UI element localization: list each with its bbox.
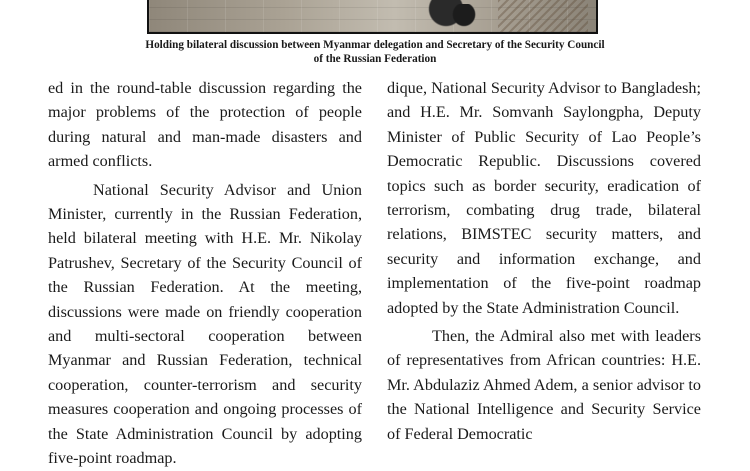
photo-caption — [0, 38, 750, 66]
photo-person-feet — [449, 4, 479, 30]
left-column — [48, 76, 362, 471]
left-paragraph-2: National Security Advisor and Union Minister, currently in the Russian Federation, held bilateral meeting with H.E. Mr. Nikolay Patrushev, Secretary of the Security Council of the Russian Federation. At the meeting, discussions were made on friendly cooperation and multi-sectoral cooperation between Myanmar and Russian Federation, technical cooperation, counter-terrorism and security measures cooperation and ongoing processes of the State Administration Council by adopting five-point roadmap. — [48, 180, 362, 468]
caption-line-2: of the Russian Federation — [313, 53, 437, 65]
meeting-photo — [147, 0, 598, 34]
right-paragraph-1: dique, National Security Advisor to Bangladesh; and H.E. Mr. Somvanh Saylongpha, Deputy Minister of Public Security of Lao People’s Democratic Republic. Discussions covered topics such as border security, eradication of terrorism, combating drug trade, bilateral relations, BIMSTEC security matters, and security and information exchange, and implementation of the five-point roadmap adopted by the State Administration Council. — [387, 79, 701, 317]
caption-line-1: Holding bilateral discussion between Myanmar delegation and Secretary of the Security Council — [145, 39, 605, 51]
photo-rug — [498, 0, 588, 32]
right-paragraph-2: Then, the Admiral also met with leaders of representatives from African countries: H.E. Mr. Abdulaziz Ahmed Adem, a senior advisor to the National Intelligence and Security Service of Federal Democratic — [387, 327, 701, 443]
right-column — [387, 76, 701, 446]
left-paragraph-1: ed in the round-table discussion regarding the major problems of the protection of people during natural and man-made disasters and armed conflicts. — [48, 79, 362, 171]
